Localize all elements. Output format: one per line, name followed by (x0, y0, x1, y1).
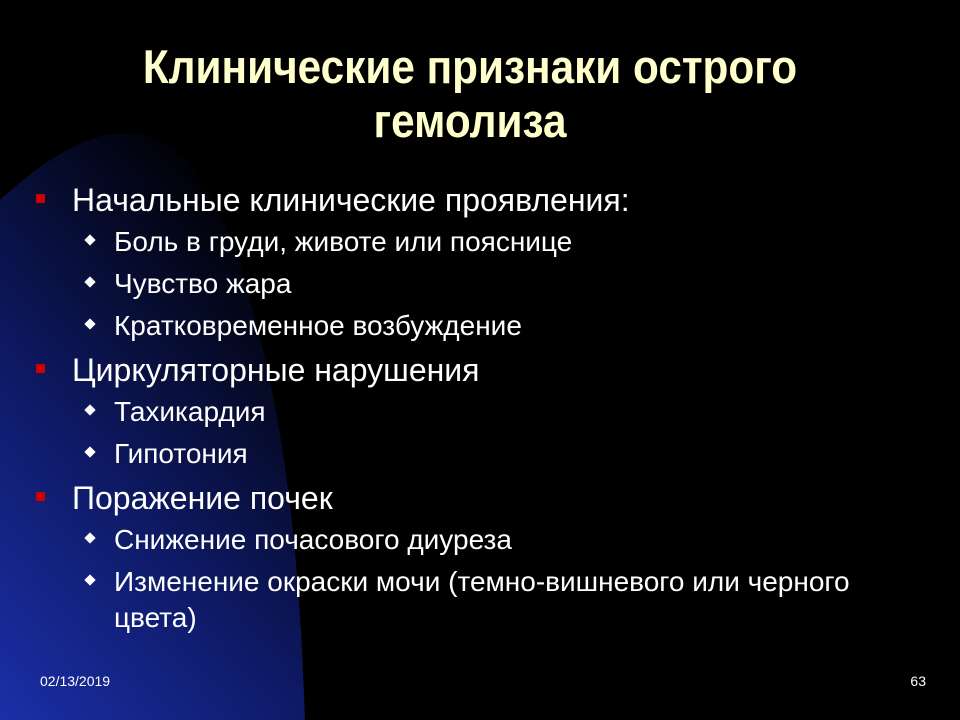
square-bullet-icon (36, 364, 45, 373)
section-heading-text: Начальные клинические проявления: (72, 182, 630, 218)
title-line-2: гемолиза (373, 94, 567, 147)
section-heading (30, 478, 930, 518)
footer-date: 02/13/2019 (40, 673, 111, 689)
list-item-text: Тахикардия (114, 396, 266, 427)
square-bullet-icon (36, 492, 45, 501)
list-item (30, 436, 930, 472)
list-item-text: Боль в груди, животе или пояснице (114, 226, 573, 257)
diamond-bullet-icon (84, 234, 95, 245)
list-item (30, 308, 930, 344)
bullet-list (30, 180, 930, 642)
diamond-bullet-icon (84, 404, 95, 415)
list-item (30, 224, 930, 260)
page-number: 63 (910, 673, 926, 689)
slide-title (65, 40, 875, 148)
section-heading (30, 180, 930, 220)
list-item-text: Кратковременное возбуждение (114, 310, 522, 341)
diamond-bullet-icon (84, 574, 95, 585)
diamond-bullet-icon (84, 318, 95, 329)
diamond-bullet-icon (84, 276, 95, 287)
section-heading-text: Поражение почек (72, 480, 333, 516)
list-item (30, 564, 930, 636)
square-bullet-icon (36, 194, 45, 203)
list-item (30, 394, 930, 430)
title-line-1: Клинические признаки острого (142, 40, 798, 93)
diamond-bullet-icon (84, 532, 95, 543)
diamond-bullet-icon (84, 446, 95, 457)
list-item (30, 266, 930, 302)
section-heading (30, 350, 930, 390)
section-heading-text: Циркуляторные нарушения (72, 352, 480, 388)
list-item-text: Гипотония (114, 438, 248, 469)
list-item-text: Изменение окраски мочи (темно-вишневого или черного цвета) (114, 566, 850, 633)
list-item-text: Снижение почасового диуреза (114, 524, 512, 555)
list-item-text: Чувство жара (114, 268, 292, 299)
list-item (30, 522, 930, 558)
